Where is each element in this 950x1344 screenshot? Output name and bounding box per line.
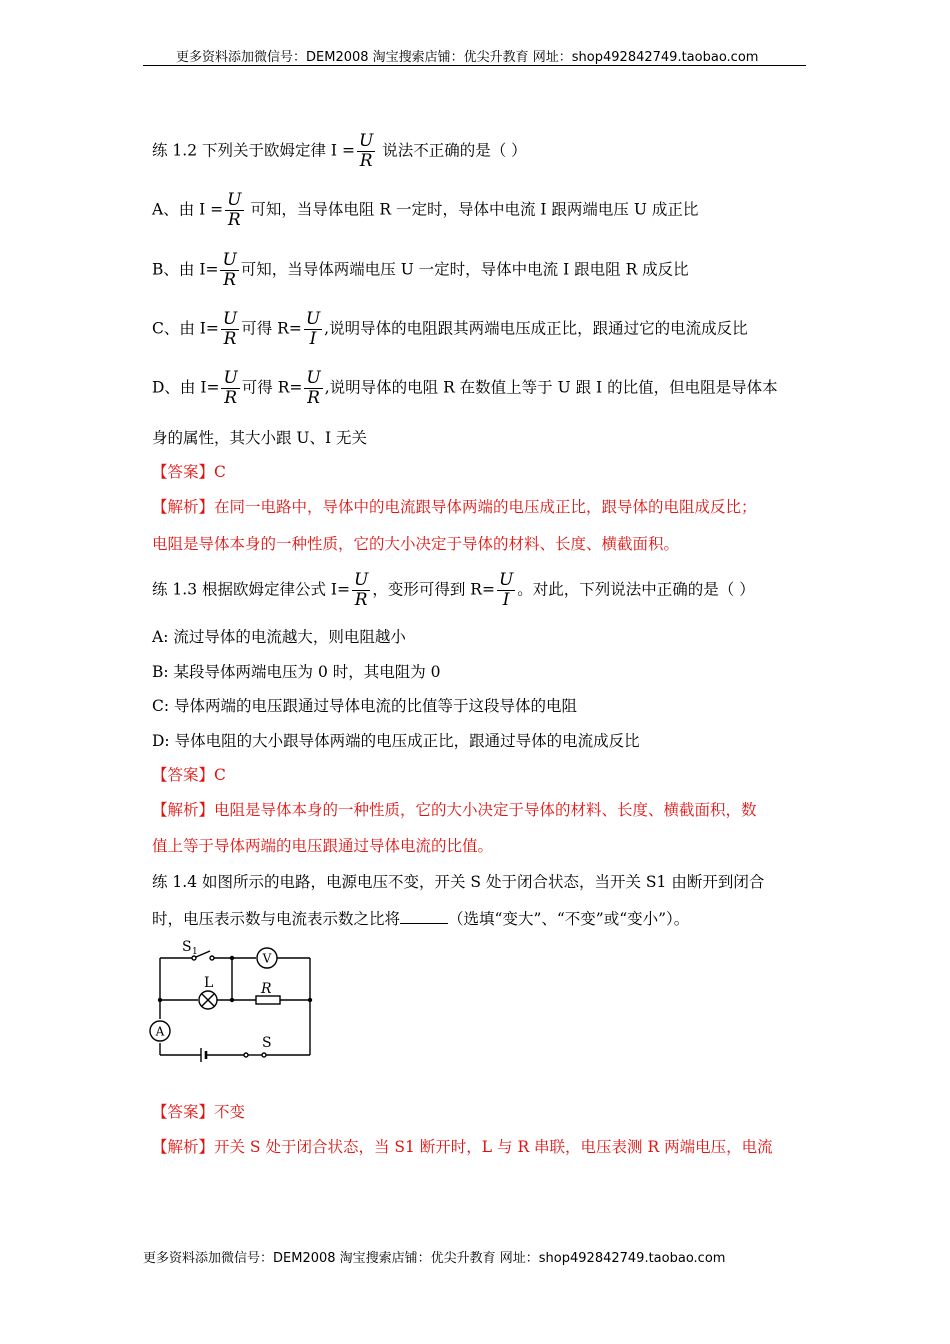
- label-s1-subscript: 1: [192, 947, 198, 957]
- q14-stem-2: [152, 908, 689, 930]
- label-r: R: [261, 981, 272, 997]
- option-c-text: ,说明导体的电阻跟其两端电压成正比，跟通过它的电流成反比: [324, 319, 748, 338]
- fraction-u-over-i: $\frac{U}{I}$: [498, 570, 514, 610]
- fraction-u-over-r: $\frac{U}{R}$: [227, 190, 242, 230]
- option-a-text: 可知，当导体电阻 R 一定时，导体中电流 I 跟两端电压 U 成正比: [245, 200, 699, 219]
- fraction-u-over-r: $\frac{U}{R}$: [358, 131, 374, 171]
- option-a-prefix: A、由 I =: [152, 200, 224, 219]
- q13-analysis-2: 值上等于导体两端的电压跟通过导体电流的比值。: [152, 837, 494, 855]
- q13-option-d: D: 导体电阻的大小跟导体两端的电压成正比，跟通过导体的电流成反比: [152, 732, 640, 750]
- option-b-text: 可知，当导体两端电压 U 一定时，导体中电流 I 跟电阻 R 成反比: [240, 260, 689, 279]
- label-a: A: [155, 1024, 165, 1039]
- page-footer: 更多资料添加微信号：DEM2008 淘宝搜索店铺：优尖升教育 网址：shop492842749.taobao.com: [143, 1251, 726, 1266]
- q13-stem-text: 练 1.3 根据欧姆定律公式 I=: [152, 580, 351, 599]
- q13-option-a: A: 流过导体的电流越大，则电阻越小: [152, 628, 406, 646]
- label-v: V: [262, 951, 272, 966]
- option-c-prefix: C、由 I=: [152, 319, 219, 338]
- switch-s1-lever: [196, 951, 210, 957]
- header-rule: [143, 65, 806, 66]
- q14-stem-2-text: 时，电压表示数与电流表示数之比将: [152, 910, 401, 928]
- q12-answer: 【答案】C: [152, 463, 226, 481]
- q12-option-d-cont: 身的属性，其大小跟 U、I 无关: [152, 429, 368, 447]
- switch-s-contact-right: [262, 1053, 266, 1057]
- junction-dot: [230, 998, 234, 1002]
- q13-stem: [152, 571, 755, 610]
- option-d-prefix: D、由 I=: [152, 378, 220, 397]
- q13-option-c: C: 导体两端的电压跟通过导体电流的比值等于这段导体的电阻: [152, 697, 578, 715]
- switch-s-contact-left: [244, 1053, 248, 1057]
- q12-stem-text: 练 1.2 下列关于欧姆定律 I =: [152, 141, 355, 160]
- resistor-icon: [256, 996, 280, 1004]
- q12-stem: [152, 132, 527, 171]
- fraction-u-over-r: $\frac{U}{R}$: [354, 570, 369, 610]
- q12-option-c: [152, 310, 748, 349]
- q13-analysis-1: 【解析】电阻是导体本身的一种性质，它的大小决定于导体的材料、长度、横截面积，数: [152, 801, 757, 819]
- q13-stem-mid: ，变形可得到 R=: [372, 580, 495, 599]
- q13-option-b: B: 某段导体两端电压为 0 时，其电阻为 0: [152, 663, 441, 681]
- q12-option-a: [152, 191, 698, 230]
- fraction-u-over-r: $\frac{U}{R}$: [223, 368, 238, 408]
- q13-stem-tail: 。对此，下列说法中正确的是（ ）: [517, 580, 755, 599]
- switch-s1-contact-right: [210, 956, 214, 960]
- fraction-u-over-r: $\frac{U}{R}$: [222, 250, 237, 290]
- fraction-u-over-i: $\frac{U}{I}$: [305, 309, 321, 349]
- q12-analysis-1: 【解析】在同一电路中，导体中的电流跟导体两端的电压成正比，跟导体的电阻成反比；: [152, 498, 757, 516]
- q12-option-b: [152, 251, 689, 290]
- option-d-text: ,说明导体的电阻 R 在数值上等于 U 跟 I 的比值，但电阻是导体本: [324, 378, 778, 397]
- q13-answer: 【答案】C: [152, 766, 226, 784]
- option-d-mid: 可得 R=: [241, 378, 303, 397]
- option-b-prefix: B、由 I=: [152, 260, 219, 279]
- q14-stem-1: 练 1.4 如图所示的电路，电源电压不变，开关 S 处于闭合状态，当开关 S1 由断开到闭合: [152, 873, 765, 891]
- label-s: S: [262, 1035, 272, 1051]
- q12-analysis-2: 电阻是导体本身的一种性质，它的大小决定于导体的材料、长度、横截面积。: [152, 535, 680, 553]
- q14-stem-2-tail: （选填“变大”、“不变”或“变小”）。: [448, 910, 690, 928]
- junction-dot: [308, 998, 312, 1002]
- option-c-mid: 可得 R=: [241, 319, 302, 338]
- junction-dot: [158, 998, 162, 1002]
- q14-analysis-1: 【解析】开关 S 处于闭合状态，当 S1 断开时，L 与 R 串联，电压表测 R 两端电压，电流: [152, 1138, 773, 1156]
- q12-option-d: [152, 369, 778, 408]
- answer-blank: [400, 909, 448, 924]
- q12-stem-tail: 说法不正确的是（ ）: [377, 141, 527, 160]
- page-header: 更多资料添加微信号：DEM2008 淘宝搜索店铺：优尖升教育 网址：shop492842749.taobao.com: [176, 50, 759, 65]
- q14-answer: 【答案】不变: [152, 1103, 246, 1121]
- fraction-u-over-r: $\frac{U}{R}$: [222, 309, 238, 349]
- label-s1: S: [182, 939, 192, 955]
- junction-dot: [230, 956, 234, 960]
- label-l: L: [204, 975, 214, 991]
- fraction-u-over-r-2: $\frac{U}{R}$: [306, 368, 321, 408]
- circuit-diagram: [148, 936, 323, 1064]
